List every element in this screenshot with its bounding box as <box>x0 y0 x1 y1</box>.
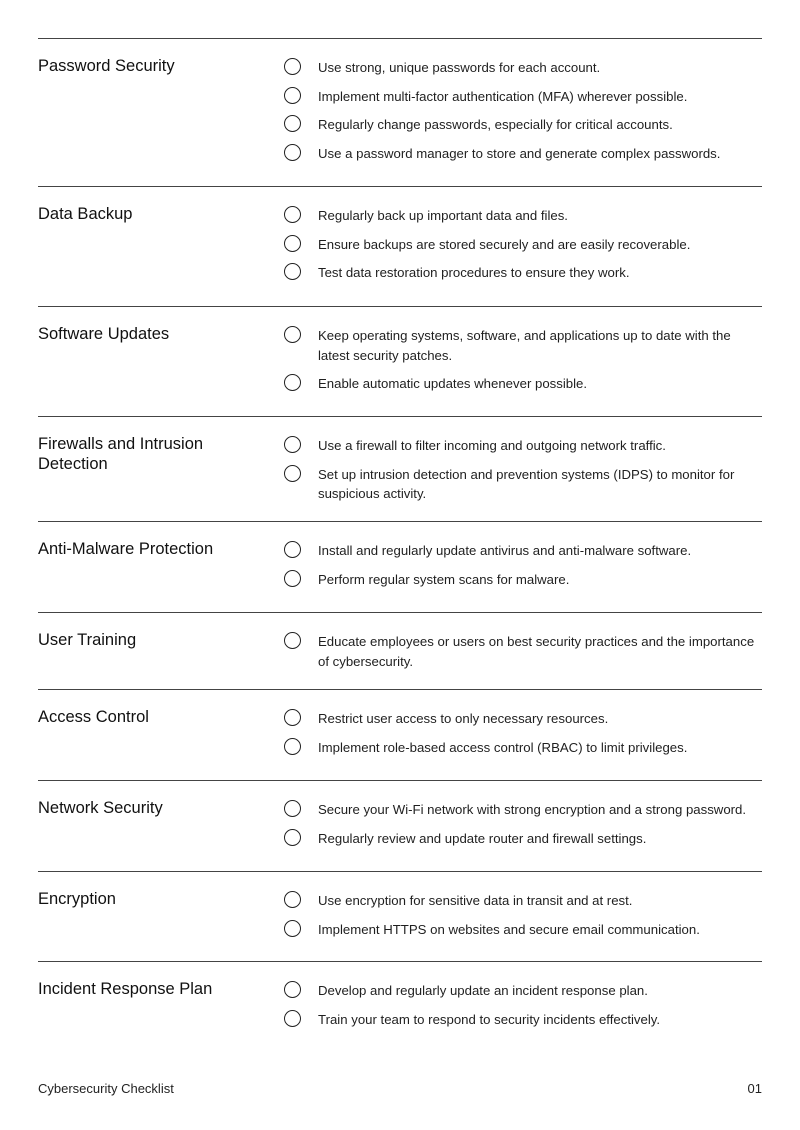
checklist-item-text: Secure your Wi-Fi network with strong encryption and a strong password. <box>318 802 747 817</box>
checkbox-circle[interactable] <box>284 115 301 132</box>
checklist-item-text: Regularly change passwords, especially for critical accounts. <box>318 117 673 132</box>
checklist-item <box>284 374 762 394</box>
checklist-section <box>38 306 762 416</box>
checklist-section <box>38 689 762 780</box>
checklist-item-text: Keep operating systems, software, and applications up to date with the latest security patches. <box>318 328 731 363</box>
checklist-item <box>284 981 762 1001</box>
checkbox-circle[interactable] <box>284 981 301 998</box>
checklist-item-text: Restrict user access to only necessary resources. <box>318 711 609 726</box>
document-title: Cybersecurity Checklist <box>38 1081 174 1096</box>
section-title: Anti-Malware Protection <box>38 540 214 558</box>
checklist-item-text: Develop and regularly update an incident response plan. <box>318 983 648 998</box>
checklist-items <box>284 206 762 292</box>
checklist-item <box>284 891 762 911</box>
checklist-item-text: Implement role-based access control (RBAC) to limit privileges. <box>318 739 688 755</box>
checklist-item-text: Use a firewall to filter incoming and outgoing network traffic. <box>318 438 666 453</box>
page-number: 01 <box>747 1081 762 1096</box>
checkbox-circle[interactable] <box>284 206 301 223</box>
checklist-item <box>284 87 762 107</box>
checklist-section <box>38 521 762 612</box>
checklist-items <box>284 58 762 172</box>
checkbox-circle[interactable] <box>284 465 301 482</box>
checkbox-circle[interactable] <box>284 58 301 75</box>
checkbox-circle[interactable] <box>284 1010 301 1027</box>
checklist-item <box>284 570 762 590</box>
checklist-section <box>38 186 762 306</box>
checklist-items <box>284 326 762 403</box>
checklist-item <box>284 920 762 940</box>
checkbox-circle[interactable] <box>284 570 301 587</box>
checklist-item <box>284 115 762 135</box>
checklist-item <box>284 206 762 226</box>
checkbox-circle[interactable] <box>284 263 301 280</box>
checklist-item-text: Set up intrusion detection and prevention systems (IDPS) to monitor for suspicious activity. <box>318 466 735 501</box>
checklist <box>38 38 762 1051</box>
checklist-item <box>284 326 762 365</box>
checklist-section <box>38 961 762 1051</box>
checklist-item <box>284 632 762 671</box>
checklist-item <box>284 738 762 758</box>
checklist-item-text: Educate employees or users on best security practices and the importance of cybersecurity. <box>318 634 755 669</box>
checkbox-circle[interactable] <box>284 709 301 726</box>
checklist-item <box>284 144 762 164</box>
checkbox-circle[interactable] <box>284 738 301 755</box>
checklist-item <box>284 829 762 849</box>
checkbox-circle[interactable] <box>284 235 301 252</box>
checklist-section <box>38 612 762 689</box>
section-title: Firewalls and Intrusion Detection <box>38 435 204 473</box>
section-title: Software Updates <box>38 325 170 343</box>
checklist-item-text: Use strong, unique passwords for each account. <box>318 60 601 75</box>
checklist-item-text: Use a password manager to store and generate complex passwords. <box>318 145 721 161</box>
checklist-item-text: Train your team to respond to security incidents effectively. <box>318 1011 661 1027</box>
checklist-item-text: Regularly review and update router and firewall settings. <box>318 830 647 846</box>
checklist-item-text: Enable automatic updates whenever possible. <box>318 376 588 391</box>
checklist-item-text: Use encryption for sensitive data in transit and at rest. <box>318 893 633 908</box>
checklist-item-text: Implement HTTPS on websites and secure email communication. <box>318 921 700 937</box>
section-title: Encryption <box>38 890 116 908</box>
checklist-items <box>284 436 762 513</box>
checklist-item <box>284 541 762 561</box>
checklist-item-text: Implement multi-factor authentication (MFA) wherever possible. <box>318 88 688 104</box>
section-title: Network Security <box>38 799 163 817</box>
section-title: Data Backup <box>38 205 133 223</box>
checklist-section <box>38 416 762 521</box>
checkbox-circle[interactable] <box>284 436 301 453</box>
checklist-item-text: Perform regular system scans for malware. <box>318 571 570 587</box>
checklist-item <box>284 58 762 78</box>
checkbox-circle[interactable] <box>284 920 301 937</box>
checkbox-circle[interactable] <box>284 891 301 908</box>
checkbox-circle[interactable] <box>284 144 301 161</box>
checklist-items <box>284 800 762 857</box>
checklist-items <box>284 891 762 948</box>
checklist-item <box>284 263 762 283</box>
checklist-section <box>38 871 762 961</box>
checklist-items <box>284 709 762 766</box>
checkbox-circle[interactable] <box>284 632 301 649</box>
section-title: Access Control <box>38 708 149 726</box>
checkbox-circle[interactable] <box>284 829 301 846</box>
checklist-section <box>38 38 762 186</box>
checklist-item <box>284 436 762 456</box>
checkbox-circle[interactable] <box>284 374 301 391</box>
checklist-item-text: Regularly back up important data and files. <box>318 208 568 223</box>
checklist-item <box>284 465 762 504</box>
checkbox-circle[interactable] <box>284 326 301 343</box>
checkbox-circle[interactable] <box>284 800 301 817</box>
checklist-item <box>284 1010 762 1030</box>
checklist-section <box>38 780 762 871</box>
section-title: User Training <box>38 631 137 649</box>
checklist-items <box>284 632 762 680</box>
checkbox-circle[interactable] <box>284 87 301 104</box>
checklist-items <box>284 541 762 598</box>
checklist-item <box>284 709 762 729</box>
checklist-item-text: Test data restoration procedures to ensure they work. <box>318 265 630 280</box>
checkbox-circle[interactable] <box>284 541 301 558</box>
checklist-item-text: Install and regularly update antivirus and anti-malware software. <box>318 543 692 558</box>
section-title: Password Security <box>38 57 175 75</box>
checklist-item-text: Ensure backups are stored securely and are easily recoverable. <box>318 236 691 252</box>
checklist-item <box>284 235 762 255</box>
checklist-items <box>284 981 762 1038</box>
section-title: Incident Response Plan <box>38 980 213 998</box>
checklist-item <box>284 800 762 820</box>
